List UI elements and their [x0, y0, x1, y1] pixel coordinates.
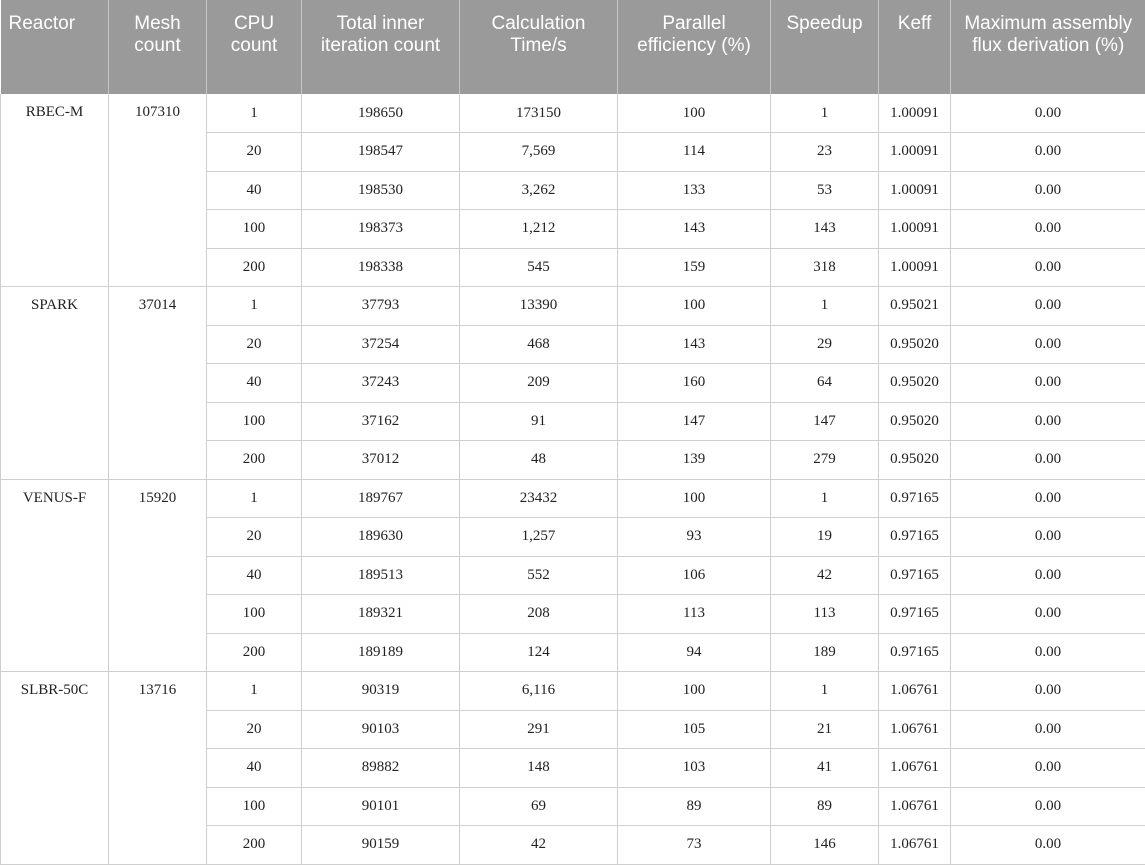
iteration-count-cell: 37793	[302, 287, 460, 326]
calculation-time-cell: 291	[460, 710, 618, 749]
speedup-cell: 113	[771, 595, 879, 634]
speedup-cell: 143	[771, 210, 879, 249]
header-row	[1, 0, 1145, 94]
keff-cell: 1.00091	[879, 210, 951, 249]
iteration-count-cell: 198650	[302, 94, 460, 133]
cpu-count-cell: 1	[207, 94, 302, 133]
parallel-efficiency-cell: 114	[618, 133, 771, 172]
flux-derivation-cell: 0.00	[951, 133, 1145, 172]
speedup-cell: 29	[771, 325, 879, 364]
iteration-count-cell: 90159	[302, 826, 460, 865]
calculation-time-cell: 23432	[460, 479, 618, 518]
table-row	[1, 287, 1145, 326]
flux-derivation-cell: 0.00	[951, 171, 1145, 210]
calculation-time-cell: 48	[460, 441, 618, 480]
flux-derivation-cell: 0.00	[951, 633, 1145, 672]
speedup-cell: 147	[771, 402, 879, 441]
parallel-efficiency-cell: 73	[618, 826, 771, 865]
calculation-time-cell: 468	[460, 325, 618, 364]
calculation-time-cell: 173150	[460, 94, 618, 133]
parallel-efficiency-cell: 160	[618, 364, 771, 403]
speedup-cell: 89	[771, 787, 879, 826]
calculation-time-cell: 3,262	[460, 171, 618, 210]
speedup-cell: 64	[771, 364, 879, 403]
calculation-time-cell: 1,257	[460, 518, 618, 557]
keff-cell: 0.95021	[879, 287, 951, 326]
table-row	[1, 672, 1145, 711]
parallel-efficiency-cell: 106	[618, 556, 771, 595]
cpu-count-cell: 100	[207, 402, 302, 441]
reactor-cell: RBEC-M	[1, 94, 109, 287]
speedup-cell: 41	[771, 749, 879, 788]
speedup-cell: 189	[771, 633, 879, 672]
keff-cell: 1.06761	[879, 672, 951, 711]
header-speedup: Speedup	[771, 0, 879, 94]
iteration-count-cell: 198547	[302, 133, 460, 172]
parallel-efficiency-cell: 94	[618, 633, 771, 672]
cpu-count-cell: 200	[207, 826, 302, 865]
iteration-count-cell: 189321	[302, 595, 460, 634]
calculation-time-cell: 148	[460, 749, 618, 788]
cpu-count-cell: 20	[207, 133, 302, 172]
speedup-cell: 146	[771, 826, 879, 865]
cpu-count-cell: 20	[207, 325, 302, 364]
cpu-count-cell: 40	[207, 556, 302, 595]
flux-derivation-cell: 0.00	[951, 479, 1145, 518]
calculation-time-cell: 6,116	[460, 672, 618, 711]
header-mesh-count: Mesh count	[109, 0, 207, 94]
cpu-count-cell: 1	[207, 479, 302, 518]
flux-derivation-cell: 0.00	[951, 287, 1145, 326]
parallel-efficiency-cell: 143	[618, 210, 771, 249]
flux-derivation-cell: 0.00	[951, 595, 1145, 634]
iteration-count-cell: 189630	[302, 518, 460, 557]
header-max-assembly-flux-derivation: Maximum assembly flux derivation (%)	[951, 0, 1145, 94]
keff-cell: 1.06761	[879, 787, 951, 826]
header-total-inner-iteration-count: Total inner iteration count	[302, 0, 460, 94]
flux-derivation-cell: 0.00	[951, 787, 1145, 826]
mesh-count-cell: 15920	[109, 479, 207, 672]
header-calculation-time: Calculation Time/s	[460, 0, 618, 94]
keff-cell: 0.97165	[879, 633, 951, 672]
table-row	[1, 479, 1145, 518]
calculation-time-cell: 69	[460, 787, 618, 826]
header-parallel-efficiency: Parallel efficiency (%)	[618, 0, 771, 94]
flux-derivation-cell: 0.00	[951, 826, 1145, 865]
cpu-count-cell: 100	[207, 787, 302, 826]
iteration-count-cell: 89882	[302, 749, 460, 788]
parallel-efficiency-cell: 100	[618, 672, 771, 711]
parallel-efficiency-cell: 113	[618, 595, 771, 634]
parallel-efficiency-cell: 159	[618, 248, 771, 287]
iteration-count-cell: 189767	[302, 479, 460, 518]
iteration-count-cell: 90101	[302, 787, 460, 826]
flux-derivation-cell: 0.00	[951, 556, 1145, 595]
table-row	[1, 94, 1145, 133]
iteration-count-cell: 198530	[302, 171, 460, 210]
iteration-count-cell: 189189	[302, 633, 460, 672]
reactor-cell: SPARK	[1, 287, 109, 480]
header-cpu-count: CPU count	[207, 0, 302, 94]
cpu-count-cell: 40	[207, 171, 302, 210]
keff-cell: 1.06761	[879, 826, 951, 865]
calculation-time-cell: 209	[460, 364, 618, 403]
speedup-cell: 279	[771, 441, 879, 480]
cpu-count-cell: 20	[207, 710, 302, 749]
iteration-count-cell: 90103	[302, 710, 460, 749]
parallel-efficiency-cell: 89	[618, 787, 771, 826]
cpu-count-cell: 1	[207, 287, 302, 326]
cpu-count-cell: 200	[207, 441, 302, 480]
iteration-count-cell: 198373	[302, 210, 460, 249]
parallel-efficiency-cell: 139	[618, 441, 771, 480]
calculation-time-cell: 13390	[460, 287, 618, 326]
parallel-efficiency-cell: 100	[618, 287, 771, 326]
keff-cell: 1.00091	[879, 94, 951, 133]
flux-derivation-cell: 0.00	[951, 402, 1145, 441]
speedup-cell: 19	[771, 518, 879, 557]
speedup-cell: 42	[771, 556, 879, 595]
cpu-count-cell: 1	[207, 672, 302, 711]
keff-cell: 1.00091	[879, 248, 951, 287]
iteration-count-cell: 189513	[302, 556, 460, 595]
cpu-count-cell: 20	[207, 518, 302, 557]
speedup-cell: 23	[771, 133, 879, 172]
keff-cell: 1.00091	[879, 171, 951, 210]
parallel-efficiency-cell: 105	[618, 710, 771, 749]
cpu-count-cell: 100	[207, 595, 302, 634]
parallel-efficiency-cell: 103	[618, 749, 771, 788]
keff-cell: 0.95020	[879, 325, 951, 364]
iteration-count-cell: 37162	[302, 402, 460, 441]
calculation-time-cell: 124	[460, 633, 618, 672]
keff-cell: 1.06761	[879, 710, 951, 749]
iteration-count-cell: 37254	[302, 325, 460, 364]
calculation-time-cell: 91	[460, 402, 618, 441]
keff-cell: 0.95020	[879, 364, 951, 403]
parallel-efficiency-cell: 143	[618, 325, 771, 364]
keff-cell: 0.97165	[879, 556, 951, 595]
iteration-count-cell: 90319	[302, 672, 460, 711]
parallel-efficiency-cell: 100	[618, 94, 771, 133]
speedup-cell: 1	[771, 479, 879, 518]
keff-cell: 0.95020	[879, 402, 951, 441]
header-reactor: Reactor	[1, 0, 109, 94]
keff-cell: 0.95020	[879, 441, 951, 480]
calculation-time-cell: 552	[460, 556, 618, 595]
calculation-time-cell: 208	[460, 595, 618, 634]
iteration-count-cell: 198338	[302, 248, 460, 287]
header-keff: Keff	[879, 0, 951, 94]
speedup-cell: 1	[771, 287, 879, 326]
mesh-count-cell: 107310	[109, 94, 207, 287]
flux-derivation-cell: 0.00	[951, 749, 1145, 788]
speedup-cell: 1	[771, 94, 879, 133]
parallel-efficiency-cell: 100	[618, 479, 771, 518]
cpu-count-cell: 200	[207, 633, 302, 672]
parallel-efficiency-cell: 133	[618, 171, 771, 210]
table-body	[1, 94, 1145, 864]
keff-cell: 0.97165	[879, 479, 951, 518]
keff-cell: 1.06761	[879, 749, 951, 788]
mesh-count-cell: 13716	[109, 672, 207, 865]
speedup-cell: 21	[771, 710, 879, 749]
flux-derivation-cell: 0.00	[951, 325, 1145, 364]
flux-derivation-cell: 0.00	[951, 710, 1145, 749]
mesh-count-cell: 37014	[109, 287, 207, 480]
speedup-cell: 1	[771, 672, 879, 711]
flux-derivation-cell: 0.00	[951, 672, 1145, 711]
parallel-efficiency-cell: 147	[618, 402, 771, 441]
reactor-cell: SLBR-50C	[1, 672, 109, 865]
flux-derivation-cell: 0.00	[951, 518, 1145, 557]
iteration-count-cell: 37243	[302, 364, 460, 403]
flux-derivation-cell: 0.00	[951, 94, 1145, 133]
speedup-cell: 318	[771, 248, 879, 287]
reactor-cell: VENUS-F	[1, 479, 109, 672]
cpu-count-cell: 40	[207, 749, 302, 788]
table-header	[1, 0, 1145, 94]
cpu-count-cell: 200	[207, 248, 302, 287]
calculation-time-cell: 7,569	[460, 133, 618, 172]
cpu-count-cell: 40	[207, 364, 302, 403]
calculation-time-cell: 1,212	[460, 210, 618, 249]
parallel-efficiency-cell: 93	[618, 518, 771, 557]
flux-derivation-cell: 0.00	[951, 210, 1145, 249]
keff-cell: 1.00091	[879, 133, 951, 172]
calculation-time-cell: 42	[460, 826, 618, 865]
calculation-time-cell: 545	[460, 248, 618, 287]
keff-cell: 0.97165	[879, 518, 951, 557]
keff-cell: 0.97165	[879, 595, 951, 634]
flux-derivation-cell: 0.00	[951, 364, 1145, 403]
cpu-count-cell: 100	[207, 210, 302, 249]
flux-derivation-cell: 0.00	[951, 441, 1145, 480]
iteration-count-cell: 37012	[302, 441, 460, 480]
speedup-cell: 53	[771, 171, 879, 210]
flux-derivation-cell: 0.00	[951, 248, 1145, 287]
